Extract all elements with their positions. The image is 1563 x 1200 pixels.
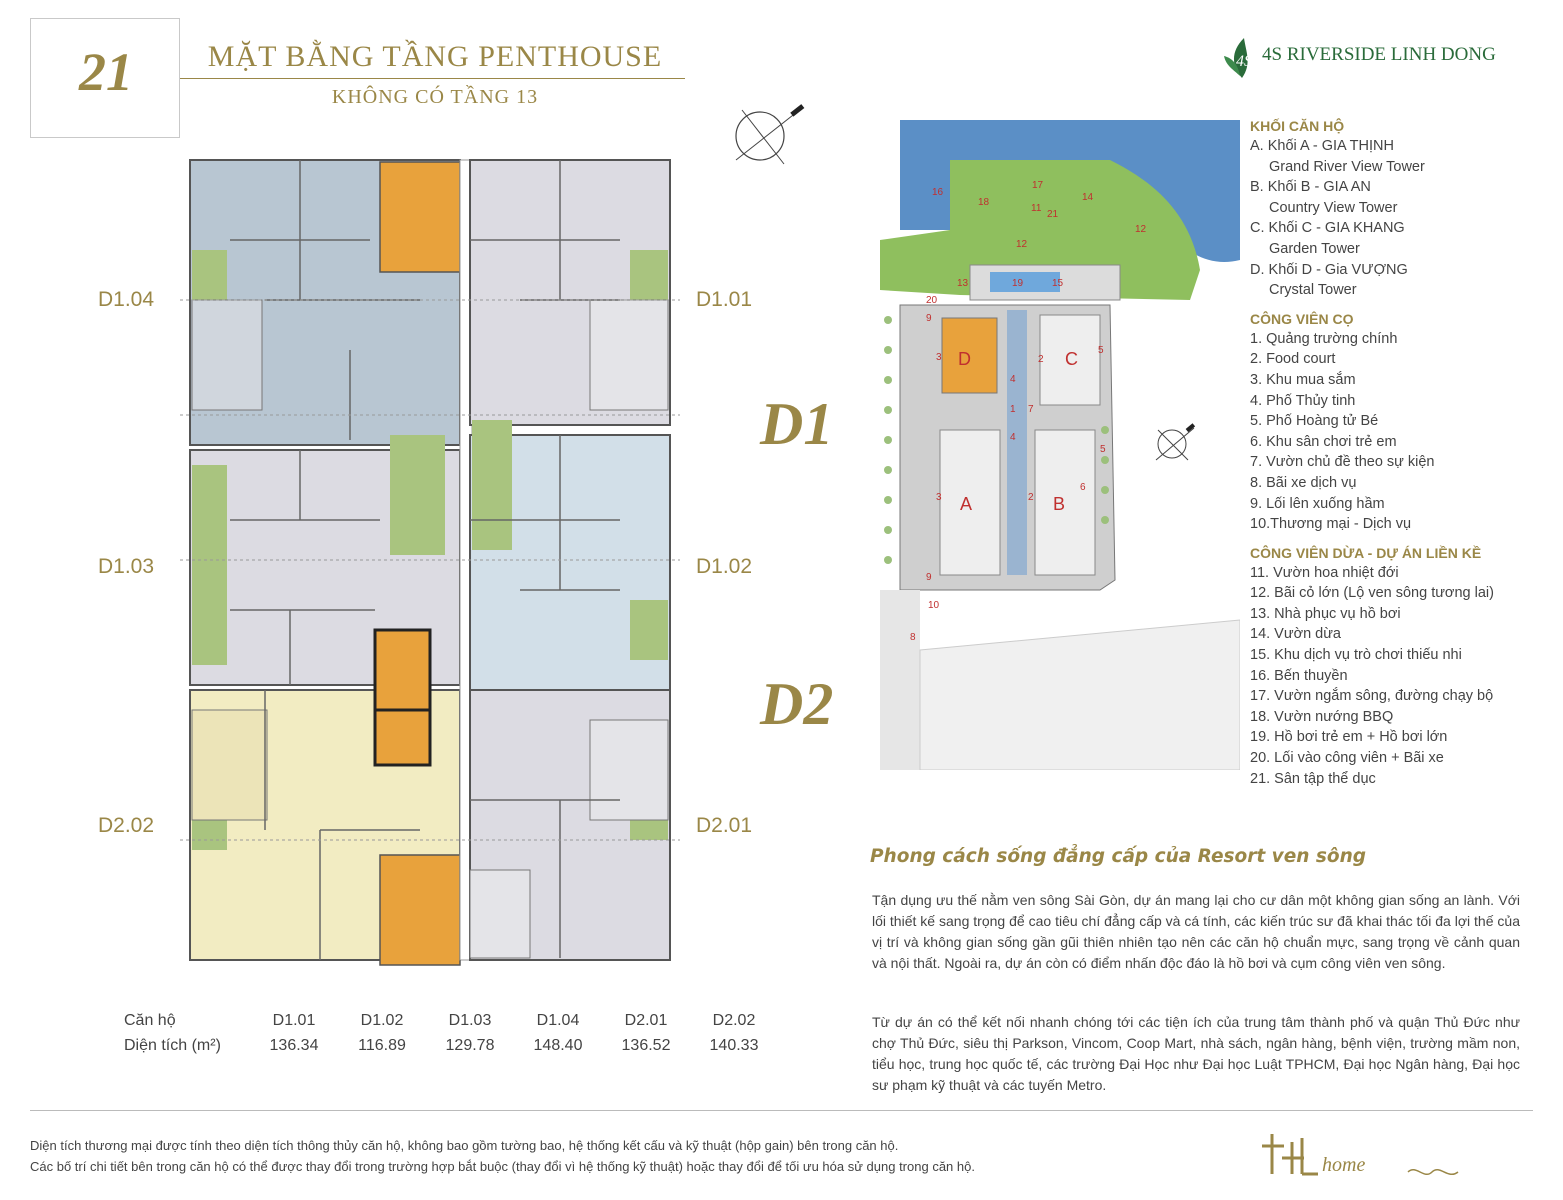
site-num: 13 — [957, 278, 969, 289]
logo-text: home — [1322, 1154, 1366, 1176]
unit-label-d1-02: D1.02 — [696, 555, 753, 578]
list-item: 9. Lối lên xuống hầm — [1250, 495, 1385, 512]
site-num: 15 — [1052, 278, 1064, 289]
list-item: 16. Bến thuyền — [1250, 667, 1348, 684]
table-cell: 116.89 — [358, 1036, 406, 1054]
site-num: 2 — [1028, 492, 1034, 503]
legend-palm-park — [1250, 311, 1550, 535]
section-heading: Phong cách sống đẳng cấp của Resort ven sông — [870, 846, 1367, 867]
list-item: 20. Lối vào công viên + Bãi xe — [1250, 750, 1444, 767]
site-num: 12 — [1135, 224, 1147, 235]
list-item: Garden Tower — [1269, 240, 1360, 257]
table-cell: 136.52 — [621, 1036, 671, 1054]
page-title: MẶT BẰNG TẦNG PENTHOUSE — [207, 40, 663, 73]
compass-icon — [1150, 418, 1200, 468]
block-label-d1: D1 — [760, 391, 834, 457]
page-number-box — [30, 18, 180, 138]
site-num: 16 — [932, 187, 944, 198]
footer-note: Diện tích thương mại được tính theo diện tích thông thủy căn hộ, không bao gồm tường bao, hệ thống kết cấu và kỹ thuật (hộp gain) bên trong căn hộ. — [30, 1138, 899, 1153]
site-num: 6 — [1080, 482, 1086, 493]
site-num: 9 — [926, 572, 932, 583]
table-cell: D2.02 — [712, 1011, 756, 1029]
site-num: 17 — [1032, 180, 1044, 191]
site-num: 5 — [1100, 444, 1106, 455]
table-cell: D2.01 — [624, 1011, 668, 1029]
legend-heading: CÔNG VIÊN CỌ — [1250, 310, 1354, 327]
legend-heading: KHỐI CĂN HỘ — [1250, 118, 1345, 134]
area-table — [110, 1008, 778, 1058]
list-item: 18. Vườn nướng BBQ — [1250, 708, 1394, 725]
site-num: 3 — [936, 492, 942, 503]
unit-label-d1-04: D1.04 — [98, 288, 155, 311]
list-item: 19. Hồ bơi trẻ em + Hồ bơi lớn — [1250, 729, 1448, 746]
table-cell: 140.33 — [709, 1036, 759, 1054]
list-item: 5. Phố Hoàng tử Bé — [1250, 413, 1379, 430]
description-paragraph: Tận dụng ưu thế nằm ven sông Sài Gòn, dự án mang lại cho cư dân một không gian sống an lành. Với lối thiết kế sang trọng để cao tiêu chí đẳng cấp và cá tính, các kiến trúc sư đã khai thác tối đa lợi thế của vị trí và không gian sống gần gũi thiên nhiên tạo nên các căn hộ chuẩn mực, sang trọng về cảnh quan và nội thất. Ngoài ra, dự án còn có điểm nhấn độc đáo là hồ bơi và cụm công viên ven sông. — [872, 892, 1520, 971]
site-num: 1 — [1010, 404, 1016, 415]
site-num: 2 — [1038, 354, 1044, 365]
block-label-d2: D2 — [760, 671, 834, 737]
list-item: C. Khối C - GIA KHANG — [1250, 220, 1405, 237]
unit-label-d1-01: D1.01 — [696, 288, 753, 311]
list-item: 12. Bãi cỏ lớn (Lộ ven sông tương lai) — [1250, 585, 1494, 602]
table-row-label: Diện tích (m²) — [124, 1036, 221, 1054]
list-item: 15. Khu dịch vụ trò chơi thiếu nhi — [1250, 647, 1462, 664]
list-item: Country View Tower — [1269, 199, 1398, 216]
unit-label-d2-02: D2.02 — [98, 814, 155, 837]
site-legend — [1250, 118, 1550, 799]
list-item: Crystal Tower — [1269, 282, 1357, 299]
table-row — [110, 1033, 778, 1058]
site-num: 10 — [928, 600, 940, 611]
site-num: 20 — [926, 295, 938, 306]
list-item: 8. Bãi xe dịch vụ — [1250, 474, 1357, 491]
list-item: A. Khối A - GIA THỊNH — [1250, 138, 1394, 154]
svg-text:4S: 4S — [1236, 53, 1252, 70]
table-row — [110, 1008, 778, 1033]
list-item: 7. Vườn chủ đề theo sự kiện — [1250, 454, 1435, 471]
penthouse-floor-plan — [180, 150, 680, 970]
unit-label-d1-03: D1.03 — [98, 555, 155, 578]
list-item: B. Khối B - GIA AN — [1250, 179, 1371, 196]
footer-note: Các bố trí chi tiết bên trong căn hộ có thể được thay đổi trong trường hợp bắt buộc (thay đổi vì hệ thống kỹ thuật) hoặc thay đổi để tối ưu hóa sử dụng trong căn hộ. — [30, 1159, 975, 1174]
legend-blocks — [1250, 118, 1550, 301]
list-item: 13. Nhà phục vụ hồ bơi — [1250, 605, 1401, 622]
description-paragraph: Từ dự án có thể kết nối nhanh chóng tới các tiện ích của trung tâm thành phố và quận Thủ Đức như chợ Thủ Đức, siêu thị Parkson, Vincom, Coop Mart, nhà sách, ngân hàng, bệnh viện, trường mầm non, tiểu học, trung học quốc tế, các trường Đại Học như Đại học Luật TPHCM, Đại học Ngân hàng, Đại học sư phạm kỹ thuật và các tuyến Metro. — [872, 1014, 1520, 1093]
list-item: 6. Khu sân chơi trẻ em — [1250, 433, 1397, 450]
page-subtitle: KHÔNG CÓ TẦNG 13 — [331, 86, 539, 108]
list-item: Grand River View Tower — [1269, 158, 1425, 175]
site-block-b: B — [1053, 494, 1066, 514]
list-item: 10.Thương mại - Dịch vụ — [1250, 516, 1412, 533]
unit-label-d2-01: D2.01 — [696, 814, 753, 837]
table-cell: D1.03 — [448, 1011, 492, 1029]
site-num: 3 — [936, 352, 942, 363]
legend-coconut-park — [1250, 545, 1550, 790]
table-cell: D1.04 — [536, 1011, 580, 1029]
site-num: 7 — [1028, 404, 1034, 415]
table-row-label: Căn hộ — [124, 1011, 176, 1029]
list-item: 3. Khu mua sắm — [1250, 371, 1356, 388]
table-cell: 148.40 — [533, 1036, 583, 1054]
left-tower — [190, 160, 460, 965]
site-block-c: C — [1065, 349, 1078, 369]
list-item: 1. Quảng trường chính — [1250, 330, 1398, 347]
site-num: 12 — [1016, 239, 1028, 250]
list-item: 14. Vườn dừa — [1250, 626, 1342, 643]
table-cell: 136.34 — [269, 1036, 319, 1054]
brand-name: 4S RIVERSIDE LINH DONG — [1262, 44, 1496, 65]
site-num: 14 — [1082, 192, 1094, 203]
site-num: 18 — [978, 197, 990, 208]
table-cell: 129.78 — [445, 1036, 495, 1054]
list-item: 21. Sân tập thể dục — [1250, 770, 1376, 787]
site-num: 9 — [926, 313, 932, 324]
title-divider — [180, 78, 685, 79]
list-item: 17. Vườn ngắm sông, đường chạy bộ — [1250, 688, 1494, 705]
site-block-d: D — [958, 349, 971, 369]
compass-icon — [728, 98, 808, 170]
site-num: 5 — [1098, 345, 1104, 356]
legend-heading: CÔNG VIÊN DỪA - DỰ ÁN LIỀN KỀ — [1250, 544, 1482, 561]
page-number: 21 — [79, 42, 133, 102]
table-cell: D1.02 — [360, 1011, 404, 1029]
site-num: 21 — [1047, 209, 1059, 220]
site-block-a: A — [960, 494, 973, 514]
list-item: 4. Phố Thủy tinh — [1250, 392, 1356, 409]
list-item: 2. Food court — [1250, 351, 1336, 368]
footer-divider — [30, 1110, 1533, 1111]
brand-logo — [1222, 36, 1542, 80]
developer-logo — [1258, 1128, 1468, 1178]
table-cell: D1.01 — [272, 1011, 316, 1029]
site-num: 4 — [1010, 374, 1016, 385]
leaf-logo-icon — [1222, 36, 1262, 80]
site-num: 11 — [1031, 203, 1042, 214]
list-item: 11. Vườn hoa nhiệt đới — [1250, 564, 1399, 581]
site-num: 19 — [1012, 278, 1024, 289]
site-num: 4 — [1010, 432, 1016, 443]
list-item: D. Khối D - Gia VƯỢNG — [1250, 261, 1408, 278]
site-num: 8 — [910, 632, 916, 643]
